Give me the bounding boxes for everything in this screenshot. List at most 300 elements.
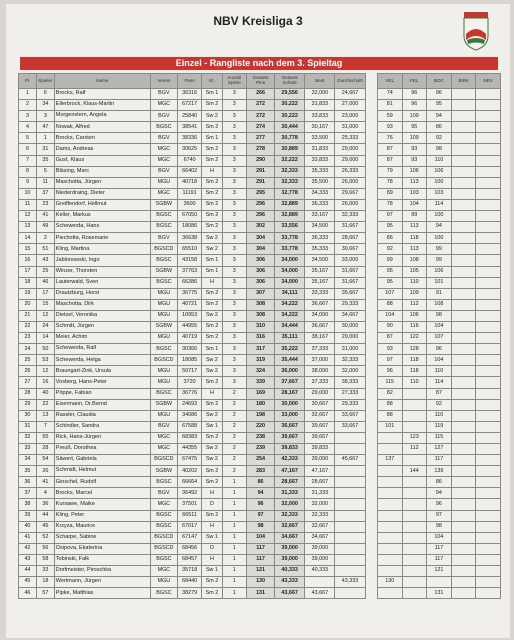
pins-cell: 296 bbox=[247, 211, 275, 222]
games-cell: 3 bbox=[222, 344, 247, 355]
player-number-cell: 56 bbox=[36, 543, 54, 554]
gap-cell bbox=[365, 355, 377, 366]
fel-cell: 113 bbox=[402, 244, 427, 255]
fel-cell: 93 bbox=[402, 144, 427, 155]
name-cell: Ginschel, Rudolf bbox=[54, 477, 150, 488]
best-cell: 39,000 bbox=[305, 455, 335, 466]
fel-cell: 123 bbox=[402, 432, 427, 443]
gap-cell bbox=[365, 510, 377, 521]
pass-cell: 3720 bbox=[177, 377, 202, 388]
rank-cell: 27 bbox=[19, 377, 37, 388]
best-cell: 37,000 bbox=[305, 355, 335, 366]
best-cell: 31,833 bbox=[305, 100, 335, 111]
pins-cell: 266 bbox=[247, 89, 275, 100]
header-gap bbox=[365, 74, 377, 89]
boew-cell bbox=[451, 554, 476, 565]
club-cell: MGC bbox=[150, 566, 177, 577]
best-cell: 34,333 bbox=[305, 188, 335, 199]
pass-cell: 68440 bbox=[177, 577, 202, 588]
class-cell: Sw 1 bbox=[202, 566, 222, 577]
fel-cell: 95 bbox=[402, 122, 427, 133]
gap-cell bbox=[365, 455, 377, 466]
name-cell: Meier, Achim bbox=[54, 333, 150, 344]
nev-cell bbox=[476, 377, 501, 388]
best-cell: 47,167 bbox=[305, 466, 335, 477]
class-cell: Sm 2 bbox=[202, 321, 222, 332]
mean-cell: 32,000 bbox=[335, 366, 365, 377]
class-cell: Sm 2 bbox=[202, 477, 222, 488]
boc-cell: 94 bbox=[427, 111, 452, 122]
vel-cell bbox=[377, 588, 402, 599]
club-cell: BGSC bbox=[150, 554, 177, 565]
boew-cell bbox=[451, 222, 476, 233]
games-cell: 3 bbox=[222, 188, 247, 199]
boew-cell bbox=[451, 321, 476, 332]
rank-cell: 45 bbox=[19, 577, 37, 588]
pins-cell: 302 bbox=[247, 222, 275, 233]
gap-cell bbox=[365, 333, 377, 344]
table-row bbox=[19, 377, 501, 388]
boc-cell: 108 bbox=[427, 299, 452, 310]
vel-cell: 99 bbox=[377, 255, 402, 266]
pass-cell: 67017 bbox=[177, 521, 202, 532]
table-row bbox=[19, 333, 501, 344]
gap-cell bbox=[365, 188, 377, 199]
pass-cell: 67147 bbox=[177, 532, 202, 543]
player-number-cell: 35 bbox=[36, 155, 54, 166]
pass-cell: 6740 bbox=[177, 155, 202, 166]
boc-cell: 117 bbox=[427, 455, 452, 466]
best-cell: 33,167 bbox=[305, 211, 335, 222]
column-header: FEL bbox=[402, 74, 427, 89]
average-cell: 29,556 bbox=[275, 89, 305, 100]
fel-cell: 144 bbox=[402, 466, 427, 477]
boc-cell: 114 bbox=[427, 199, 452, 210]
rank-cell: 29 bbox=[19, 399, 37, 410]
pins-cell: 220 bbox=[247, 421, 275, 432]
best-cell: 32,000 bbox=[305, 499, 335, 510]
gap-cell bbox=[365, 399, 377, 410]
name-cell: Jablonowski, Ingo bbox=[54, 255, 150, 266]
vel-cell: 88 bbox=[377, 299, 402, 310]
fel-cell bbox=[402, 554, 427, 565]
nev-cell bbox=[476, 521, 501, 532]
name-cell: Maschotta, Dirk bbox=[54, 299, 150, 310]
gap-cell bbox=[365, 177, 377, 188]
rank-cell: 5 bbox=[19, 133, 37, 144]
rank-cell: 1 bbox=[19, 89, 37, 100]
club-cell: BGSCD bbox=[150, 543, 177, 554]
page-title: NBV Kreisliga 3 bbox=[213, 14, 303, 28]
pins-cell: 272 bbox=[247, 111, 275, 122]
table-row bbox=[19, 466, 501, 477]
nev-cell bbox=[476, 532, 501, 543]
column-header: BöW bbox=[451, 74, 476, 89]
player-number-cell: 57 bbox=[36, 588, 54, 599]
mean-cell: 26,000 bbox=[335, 177, 365, 188]
boew-cell bbox=[451, 510, 476, 521]
player-number-cell: 6 bbox=[36, 89, 54, 100]
fel-cell: 122 bbox=[402, 333, 427, 344]
nev-cell bbox=[476, 288, 501, 299]
player-number-cell: 16 bbox=[36, 377, 54, 388]
name-cell: Preuß, Dorothea bbox=[54, 444, 150, 455]
rank-cell: 11 bbox=[19, 199, 37, 210]
fel-cell bbox=[402, 588, 427, 599]
class-cell: Sw 2 bbox=[202, 366, 222, 377]
mean-cell bbox=[335, 510, 365, 521]
vel-cell: 87 bbox=[377, 333, 402, 344]
fel-cell bbox=[402, 510, 427, 521]
name-cell: Niederdraing, Dieter bbox=[54, 188, 150, 199]
games-cell: 3 bbox=[222, 255, 247, 266]
nev-cell bbox=[476, 566, 501, 577]
club-cell: BGSC bbox=[150, 122, 177, 133]
pass-cell: 40202 bbox=[177, 466, 202, 477]
fel-cell: 106 bbox=[402, 166, 427, 177]
games-cell: 3 bbox=[222, 299, 247, 310]
best-cell bbox=[305, 577, 335, 588]
class-cell: Sw 2 bbox=[202, 455, 222, 466]
games-cell: 3 bbox=[222, 366, 247, 377]
table-row bbox=[19, 410, 501, 421]
player-number-cell: 47 bbox=[36, 122, 54, 133]
games-cell: 2 bbox=[222, 455, 247, 466]
boew-cell bbox=[451, 344, 476, 355]
club-cell: SGBW bbox=[150, 266, 177, 277]
player-number-cell: 55 bbox=[36, 432, 54, 443]
vel-cell bbox=[377, 510, 402, 521]
table-row bbox=[19, 199, 501, 210]
gap-cell bbox=[365, 166, 377, 177]
gap-cell bbox=[365, 477, 377, 488]
best-cell: 39,667 bbox=[305, 421, 335, 432]
rank-cell: 31 bbox=[19, 421, 37, 432]
nev-cell bbox=[476, 111, 501, 122]
mean-cell: 32,333 bbox=[335, 355, 365, 366]
games-cell: 3 bbox=[222, 321, 247, 332]
boew-cell bbox=[451, 299, 476, 310]
best-cell: 43,667 bbox=[305, 588, 335, 599]
class-cell: H bbox=[202, 554, 222, 565]
class-cell: Sw 2 bbox=[202, 310, 222, 321]
games-cell: 3 bbox=[222, 177, 247, 188]
gap-cell bbox=[365, 554, 377, 565]
fel-cell: 112 bbox=[402, 299, 427, 310]
nev-cell bbox=[476, 211, 501, 222]
average-cell: 33,556 bbox=[275, 222, 305, 233]
mean-cell bbox=[335, 566, 365, 577]
boc-cell: 110 bbox=[427, 410, 452, 421]
club-cell: MGU bbox=[150, 377, 177, 388]
vel-cell: 97 bbox=[377, 211, 402, 222]
player-number-cell: 18 bbox=[36, 577, 54, 588]
boew-cell bbox=[451, 133, 476, 144]
player-number-cell: 49 bbox=[36, 222, 54, 233]
pass-cell: 65510 bbox=[177, 244, 202, 255]
boc-cell: 110 bbox=[427, 366, 452, 377]
rank-cell: 28 bbox=[19, 388, 37, 399]
name-cell: Vosberg, Hans-Peter bbox=[54, 377, 150, 388]
class-cell: D bbox=[202, 499, 222, 510]
games-cell: 3 bbox=[222, 89, 247, 100]
table-row bbox=[19, 144, 501, 155]
vel-cell bbox=[377, 543, 402, 554]
rank-cell: 20 bbox=[19, 299, 37, 310]
name-cell: Kursawe, Maike bbox=[54, 499, 150, 510]
games-cell: 1 bbox=[222, 477, 247, 488]
best-cell: 35,333 bbox=[305, 244, 335, 255]
vel-cell: 89 bbox=[377, 188, 402, 199]
pins-cell: 304 bbox=[247, 244, 275, 255]
name-cell: Pöppe, Fabian bbox=[54, 388, 150, 399]
nev-cell bbox=[476, 399, 501, 410]
club-cell: MGU bbox=[150, 577, 177, 588]
class-cell: Sm 1 bbox=[202, 344, 222, 355]
boc-cell: 98 bbox=[427, 144, 452, 155]
vel-cell: 107 bbox=[377, 288, 402, 299]
best-cell: 39,833 bbox=[305, 444, 335, 455]
fel-cell bbox=[402, 521, 427, 532]
table-row bbox=[19, 155, 501, 166]
name-cell: Schmidt, Helmut bbox=[54, 466, 150, 477]
vel-cell: 130 bbox=[377, 577, 402, 588]
club-cell: MGC bbox=[150, 155, 177, 166]
average-cell: 36,667 bbox=[275, 421, 305, 432]
club-cell: BGV bbox=[150, 133, 177, 144]
fel-cell: 96 bbox=[402, 89, 427, 100]
boew-cell bbox=[451, 89, 476, 100]
average-cell: 42,333 bbox=[275, 455, 305, 466]
nev-cell bbox=[476, 410, 501, 421]
club-cell: MGC bbox=[150, 432, 177, 443]
vel-cell: 81 bbox=[377, 100, 402, 111]
vel-cell: 96 bbox=[377, 366, 402, 377]
mean-cell: 24,667 bbox=[335, 89, 365, 100]
average-cell: 37,667 bbox=[275, 377, 305, 388]
club-cell: SGBW bbox=[150, 199, 177, 210]
player-number-cell: 22 bbox=[36, 399, 54, 410]
pins-cell: 98 bbox=[247, 521, 275, 532]
fel-cell bbox=[402, 577, 427, 588]
mean-cell: 26,333 bbox=[335, 166, 365, 177]
boew-cell bbox=[451, 377, 476, 388]
ranking-table bbox=[18, 73, 501, 599]
fel-cell bbox=[402, 410, 427, 421]
pass-cell: 37763 bbox=[177, 266, 202, 277]
gap-cell bbox=[365, 366, 377, 377]
gap-cell bbox=[365, 255, 377, 266]
pass-cell: 66386 bbox=[177, 277, 202, 288]
games-cell: 3 bbox=[222, 155, 247, 166]
class-cell: H bbox=[202, 388, 222, 399]
gap-cell bbox=[365, 377, 377, 388]
table-row bbox=[19, 421, 501, 432]
gap-cell bbox=[365, 344, 377, 355]
games-cell: 3 bbox=[222, 233, 247, 244]
fel-cell: 104 bbox=[402, 199, 427, 210]
name-cell: Schmitt, Jürgen bbox=[54, 321, 150, 332]
pass-cell: 36776 bbox=[177, 388, 202, 399]
class-cell: Sm 1 bbox=[202, 89, 222, 100]
name-cell: Dietzel, Veronika bbox=[54, 310, 150, 321]
club-cell: MGU bbox=[150, 333, 177, 344]
boc-cell: 98 bbox=[427, 521, 452, 532]
fel-cell bbox=[402, 532, 427, 543]
boew-cell bbox=[451, 244, 476, 255]
vel-cell bbox=[377, 477, 402, 488]
boew-cell bbox=[451, 477, 476, 488]
gap-cell bbox=[365, 532, 377, 543]
rank-cell: 39 bbox=[19, 510, 37, 521]
rank-cell: 35 bbox=[19, 466, 37, 477]
table-row bbox=[19, 122, 501, 133]
player-number-cell: 51 bbox=[36, 244, 54, 255]
pins-cell: 310 bbox=[247, 321, 275, 332]
name-cell: Tobinski, Falk bbox=[54, 554, 150, 565]
player-number-cell: 17 bbox=[36, 288, 54, 299]
player-number-cell: 14 bbox=[36, 333, 54, 344]
pins-cell: 238 bbox=[247, 432, 275, 443]
document-sheet bbox=[6, 4, 510, 638]
boew-cell bbox=[451, 155, 476, 166]
table-row bbox=[19, 488, 501, 499]
nev-cell bbox=[476, 244, 501, 255]
pins-cell: 296 bbox=[247, 199, 275, 210]
vel-cell: 74 bbox=[377, 89, 402, 100]
table-row bbox=[19, 177, 501, 188]
games-cell: 2 bbox=[222, 388, 247, 399]
pins-cell: 291 bbox=[247, 177, 275, 188]
table-row bbox=[19, 532, 501, 543]
club-cell: BGV bbox=[150, 89, 177, 100]
best-cell: 40,333 bbox=[305, 566, 335, 577]
average-cell: 33,778 bbox=[275, 233, 305, 244]
nev-cell bbox=[476, 477, 501, 488]
pins-cell: 339 bbox=[247, 377, 275, 388]
class-cell: Sm 2 bbox=[202, 122, 222, 133]
rank-cell: 23 bbox=[19, 333, 37, 344]
games-cell: 2 bbox=[222, 399, 247, 410]
nev-cell bbox=[476, 199, 501, 210]
player-number-cell: 7 bbox=[36, 421, 54, 432]
nev-cell bbox=[476, 333, 501, 344]
games-cell: 3 bbox=[222, 277, 247, 288]
vel-cell bbox=[377, 521, 402, 532]
pins-cell: 117 bbox=[247, 543, 275, 554]
best-cell: 36,333 bbox=[305, 199, 335, 210]
rank-cell: 3 bbox=[19, 111, 37, 122]
games-cell: 3 bbox=[222, 144, 247, 155]
gap-cell bbox=[365, 488, 377, 499]
vel-cell bbox=[377, 432, 402, 443]
gap-cell bbox=[365, 100, 377, 111]
nev-cell bbox=[476, 155, 501, 166]
name-cell: Dorfmeister, Piroschka bbox=[54, 566, 150, 577]
name-cell: Schewerda, Ralf bbox=[54, 344, 150, 355]
mean-cell: 30,000 bbox=[335, 321, 365, 332]
vel-cell: 86 bbox=[377, 233, 402, 244]
pins-cell: 180 bbox=[247, 399, 275, 410]
rank-cell: 22 bbox=[19, 321, 37, 332]
table-header-row bbox=[19, 74, 501, 89]
class-cell: H bbox=[202, 488, 222, 499]
table-row bbox=[19, 299, 501, 310]
player-number-cell: 4 bbox=[36, 488, 54, 499]
boc-cell: 114 bbox=[427, 377, 452, 388]
player-number-cell: 25 bbox=[36, 266, 54, 277]
table-row bbox=[19, 499, 501, 510]
boc-cell: 94 bbox=[427, 222, 452, 233]
boew-cell bbox=[451, 310, 476, 321]
mean-cell: 29,000 bbox=[335, 333, 365, 344]
mean-cell: 38,333 bbox=[335, 377, 365, 388]
rank-cell: 44 bbox=[19, 566, 37, 577]
pins-cell: 316 bbox=[247, 333, 275, 344]
mean-cell bbox=[335, 432, 365, 443]
average-cell: 36,000 bbox=[275, 366, 305, 377]
nev-cell bbox=[476, 499, 501, 510]
name-cell: Wertmann, Jürgen bbox=[54, 577, 150, 588]
club-cell: BGV bbox=[150, 488, 177, 499]
class-cell: Sm 2 bbox=[202, 588, 222, 599]
gap-cell bbox=[365, 299, 377, 310]
boc-cell: 103 bbox=[427, 188, 452, 199]
boew-cell bbox=[451, 122, 476, 133]
name-cell: Scharpe, Sabine bbox=[54, 532, 150, 543]
player-number-cell: 31 bbox=[36, 144, 54, 155]
games-cell: 3 bbox=[222, 244, 247, 255]
table-row bbox=[19, 554, 501, 565]
boew-cell bbox=[451, 255, 476, 266]
average-cell: 39,667 bbox=[275, 432, 305, 443]
rank-cell: 15 bbox=[19, 244, 37, 255]
nev-cell bbox=[476, 122, 501, 133]
ranking-banner: Einzel - Rangliste nach dem 3. Spieltag bbox=[20, 57, 498, 70]
mean-cell: 29,000 bbox=[335, 155, 365, 166]
name-cell: Kling, Peter bbox=[54, 510, 150, 521]
club-cell: BGV bbox=[150, 111, 177, 122]
best-cell: 29,000 bbox=[305, 388, 335, 399]
games-cell: 3 bbox=[222, 266, 247, 277]
class-cell: Sm 2 bbox=[202, 144, 222, 155]
boc-cell: 94 bbox=[427, 488, 452, 499]
vel-cell: 92 bbox=[377, 244, 402, 255]
vel-cell bbox=[377, 566, 402, 577]
games-cell: 1 bbox=[222, 510, 247, 521]
games-cell: 3 bbox=[222, 166, 247, 177]
rank-cell: 17 bbox=[19, 266, 37, 277]
club-cell: BGSC bbox=[150, 588, 177, 599]
name-cell: Piechotta, Rosemarie bbox=[54, 233, 150, 244]
mean-cell: 31,667 bbox=[335, 277, 365, 288]
club-cell: MGC bbox=[150, 100, 177, 111]
column-header: Pl. bbox=[19, 74, 37, 89]
table-row bbox=[19, 277, 501, 288]
pins-cell: 117 bbox=[247, 554, 275, 565]
class-cell: H bbox=[202, 166, 222, 177]
boew-cell bbox=[451, 421, 476, 432]
boew-cell bbox=[451, 177, 476, 188]
column-header: Gesamt Pins bbox=[247, 74, 275, 89]
player-number-cell: 13 bbox=[36, 410, 54, 421]
club-cell: MGU bbox=[150, 288, 177, 299]
pins-cell: 272 bbox=[247, 100, 275, 111]
games-cell: 3 bbox=[222, 333, 247, 344]
table-row bbox=[19, 477, 501, 488]
club-cell: BGV bbox=[150, 421, 177, 432]
column-header: Verein bbox=[150, 74, 177, 89]
